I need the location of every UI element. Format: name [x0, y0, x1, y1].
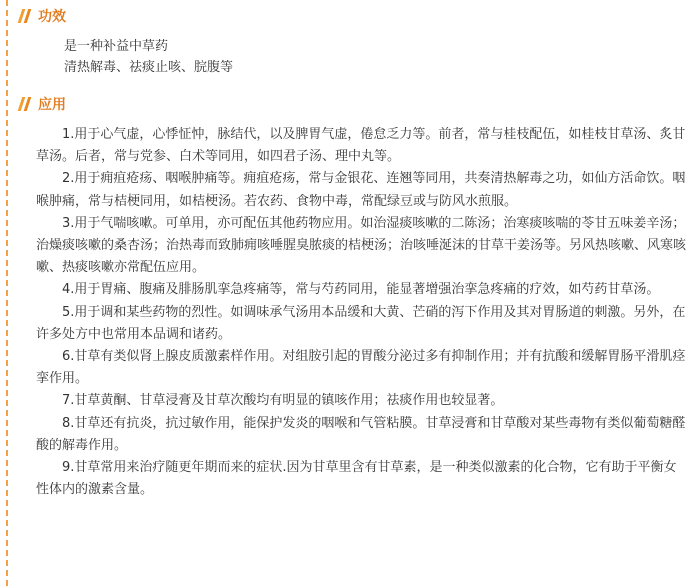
double-slash-icon [20, 9, 32, 23]
application-item: 4.用于胃痛、腹痛及腓肠肌挛急疼痛等，常与芍药同用，能显著增强治挛急疼痛的疗效，如芍药甘草汤。 [62, 282, 660, 298]
application-item: 6.甘草有类似肾上腺皮质激素样作用。对组胺引起的胃酸分泌过多有抑制作用；并有抗酸和缓解胃肠平滑肌痉挛作用。 [36, 349, 686, 387]
application-list [20, 124, 688, 501]
application-item: 5.用于调和某些药物的烈性。如调味承气汤用本品缓和大黄、芒硝的泻下作用及其对胃肠道的刺激。另外，在许多处方中也常用本品调和诸药。 [36, 304, 686, 342]
effect-line: 清热解毒、祛痰止咳、脘腹等 [64, 60, 234, 75]
heading-text: 应用 [38, 97, 66, 113]
application-item: 7.甘草黄酮、甘草浸膏及甘草次酸均有明显的镇咳作用；祛痰作用也较显著。 [62, 393, 504, 409]
section-heading [20, 6, 688, 26]
application-item: 1.用于心气虚，心悸怔忡，脉结代，以及脾胃气虚，倦怠乏力等。前者，常与桂枝配伍，如桂枝甘草汤、炙甘草汤。后者，常与党参、白术等同用，如四君子汤、理中丸等。 [36, 127, 686, 165]
application-item: 3.用于气喘咳嗽。可单用，亦可配伍其他药物应用。如治湿痰咳嗽的二陈汤；治寒痰咳喘的苓甘五味姜辛汤；治燥痰咳嗽的桑杏汤；治热毒而致肺痈咳唾腥臭脓痰的桔梗汤；治咳唾涎沫的甘草干姜汤等。另风热咳嗽、风寒咳嗽、热痰咳嗽亦常配伍应用。 [36, 215, 687, 276]
double-slash-icon [20, 97, 32, 111]
section-heading [20, 94, 688, 114]
effect-list [20, 36, 688, 78]
application-item: 2.用于痈疽疮疡、咽喉肿痛等。痈疽疮疡，常与金银花、连翘等同用，共奏清热解毒之功，如仙方活命饮。咽喉肿痛，常与桔梗同用，如桔梗汤。若农药、食物中毒，常配绿豆或与防风水煎服。 [36, 171, 686, 209]
application-item: 9.甘草常用来治疗随更年期而来的症状.因为甘草里含有甘草素，是一种类似激素的化合物，它有助于平衡女性体内的激素含量。 [36, 460, 677, 498]
application-item: 8.甘草还有抗炎，抗过敏作用，能保护发炎的咽喉和气管粘膜。甘草浸膏和甘草酸对某些毒物有类似葡萄糖醛酸的解毒作用。 [36, 415, 686, 453]
dashed-border [6, 0, 8, 586]
section-gongxiao [20, 6, 688, 78]
effect-line: 是一种补益中草药 [64, 39, 169, 54]
heading-text: 功效 [38, 9, 66, 25]
section-yingyong [20, 94, 688, 501]
